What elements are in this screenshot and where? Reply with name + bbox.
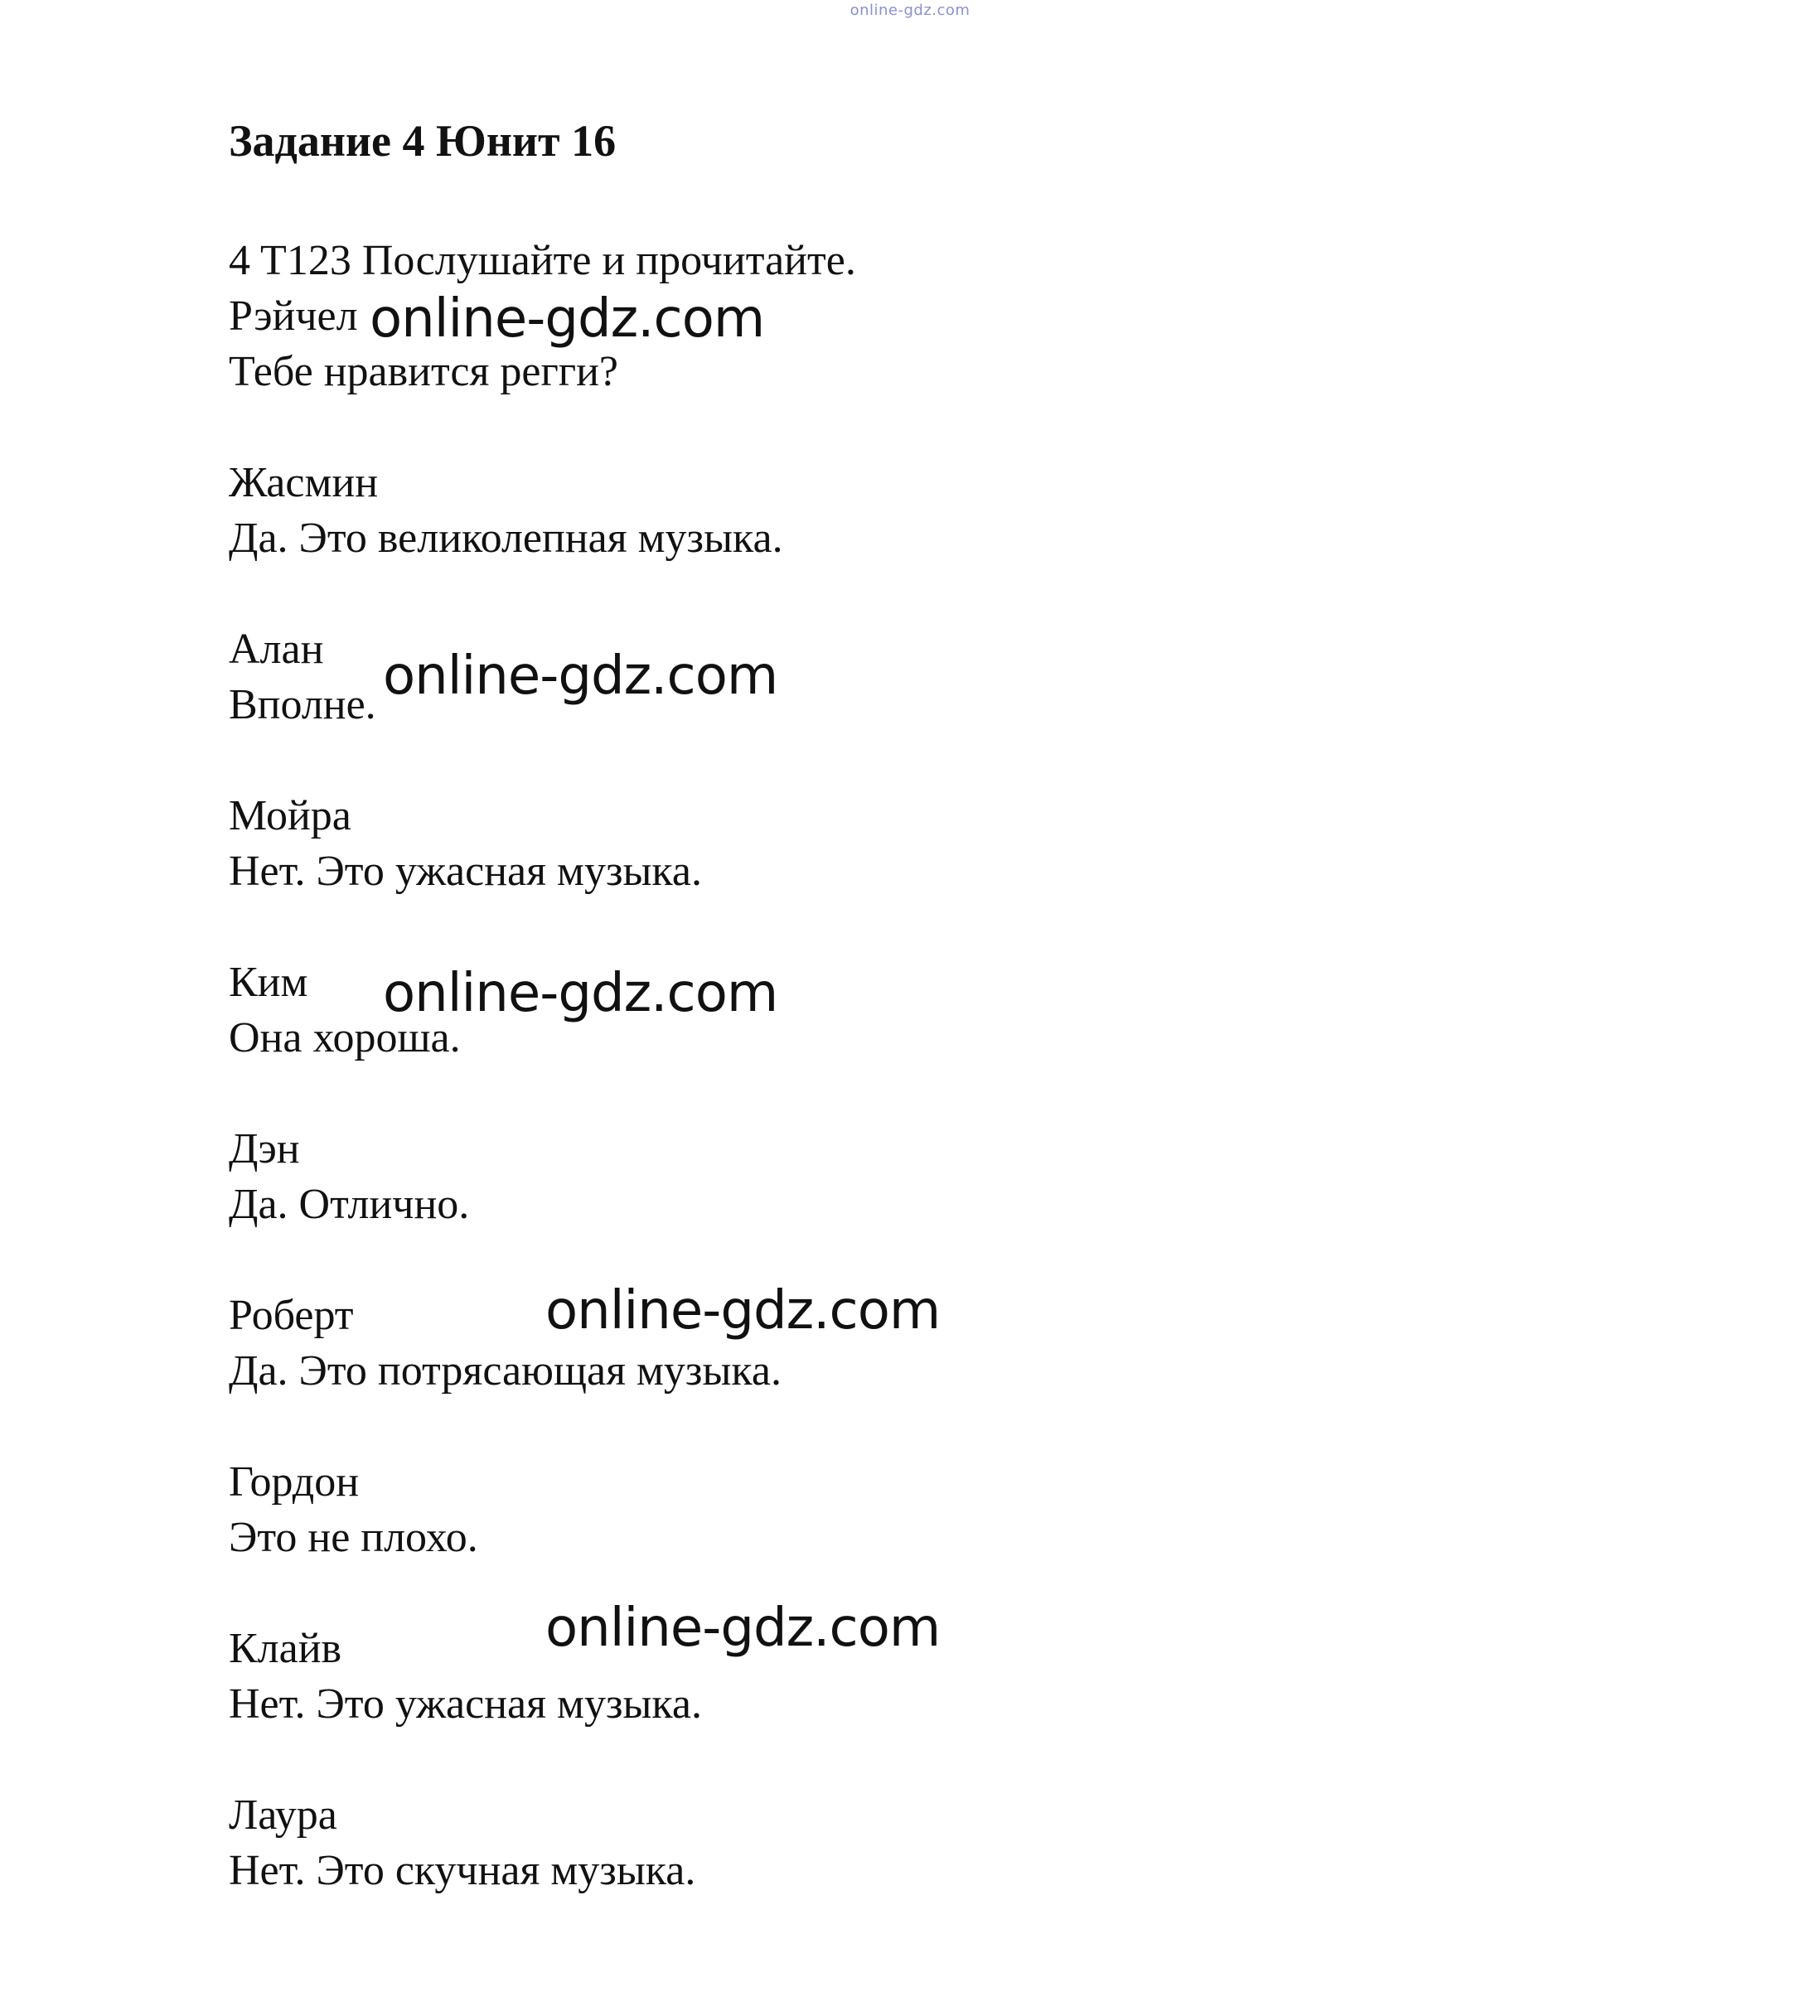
dialog-entry [229,455,1638,566]
speaker-line: Да. Отлично. [229,1181,470,1228]
speaker-name: Рэйчел [229,292,358,340]
page-title: Задание 4 Юнит 16 [229,116,617,166]
speaker-name: Жасмин [229,459,379,506]
dialog-entry [229,1121,1638,1232]
speaker-line: Да. Это великолепная музыка. [229,515,783,562]
task-instruction: 4 T123 Послушайте и прочитайте. [229,237,856,284]
speaker-name: Лаура [229,1791,337,1839]
speaker-name: Дэн [229,1125,300,1172]
speaker-line: Да. Это потрясающая музыка. [229,1347,782,1395]
dialog-entry [229,1787,1638,1898]
speaker-name: Мойра [229,792,351,839]
dialog-entry [229,1454,1638,1565]
watermark-text: online-gdz.com [545,1598,941,1659]
speaker-line: Она хороша. [229,1014,461,1061]
speaker-line: Тебе нравится регги? [229,348,619,395]
speaker-name: Роберт [229,1292,354,1339]
watermark-text: online-gdz.com [545,1280,941,1342]
speaker-name: Гордон [229,1458,360,1506]
speaker-name: Алан [229,626,324,673]
site-watermark-top: online-gdz.com [849,2,971,19]
speaker-line: Нет. Это скучная музыка. [229,1847,696,1894]
speaker-line: Вполне. [229,681,376,728]
speaker-name: Ким [229,959,308,1006]
watermark-text: online-gdz.com [370,288,765,350]
watermark-text: online-gdz.com [383,645,778,707]
speaker-line: Нет. Это ужасная музыка. [229,1680,702,1728]
speaker-line: Это не плохо. [229,1514,478,1561]
speaker-name: Клайв [229,1625,342,1672]
dialog-entry [229,788,1638,899]
speaker-line: Нет. Это ужасная музыка. [229,848,702,895]
watermark-text: online-gdz.com [383,963,778,1024]
